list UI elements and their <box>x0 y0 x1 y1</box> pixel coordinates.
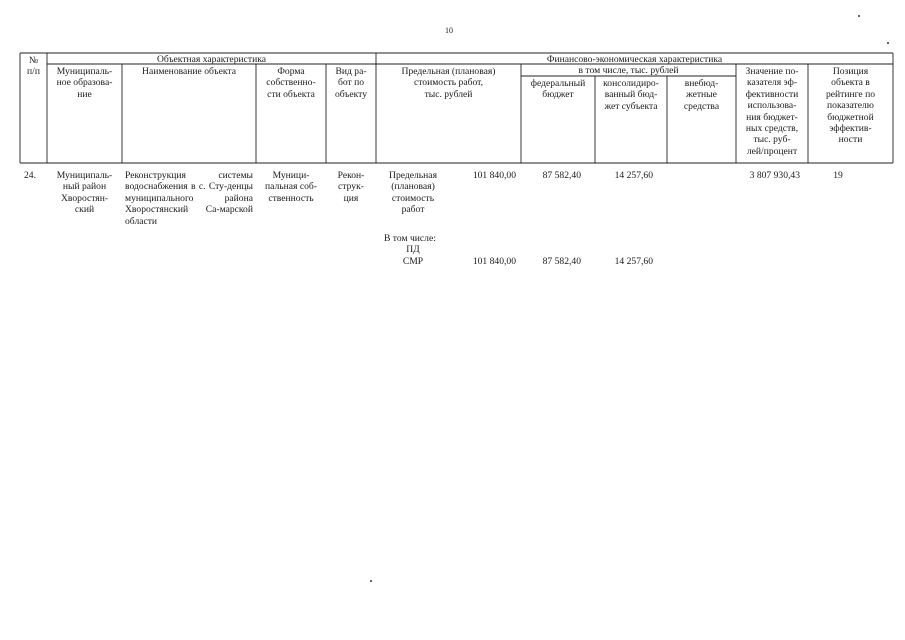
header-consolidated: консолидиро- ванный бюд- жет субъекта <box>603 78 659 112</box>
header-extrabudget: внебюд- жетные средства <box>683 78 720 112</box>
scan-speck <box>887 42 889 44</box>
header-efficiency: Значение по- казателя эф- фективности использова- ния бюджет- ных средств, тыс. руб- лей/процент <box>745 66 799 157</box>
sub-row-federal-smr: 87 582,40 <box>542 256 581 267</box>
header-num: № п/п <box>27 55 40 78</box>
header-work-type: Вид ра- бот по объекту <box>334 66 368 100</box>
header-federal: федеральный бюджет <box>530 78 586 101</box>
scan-speck <box>858 15 860 17</box>
row-object-name: Реконструкция системы водоснабжения в с. Сту-денцы муниципального района Хворостянский Са-марской области <box>125 170 253 227</box>
row-including-label: В том числе: <box>384 233 436 244</box>
header-planned-cost: Предельная (плановая) стоимость работ, тыс. рублей <box>401 66 496 100</box>
header-municipality: Муниципаль- ное образова- ние <box>56 66 113 100</box>
header-object-group: Объектная характеристика <box>157 54 266 65</box>
row-efficiency: 3 807 930,43 <box>749 170 800 181</box>
sub-row-value-smr: 101 840,00 <box>472 256 516 267</box>
row-num: 24. <box>24 170 36 181</box>
row-consolidated: 14 257,60 <box>614 170 653 181</box>
sub-row-label-pd: ПД <box>406 244 420 255</box>
header-object-name: Наименование объекта <box>142 66 236 77</box>
row-federal: 87 582,40 <box>542 170 581 181</box>
header-rank: Позиция объекта в рейтинге по показателю бюджетной эффектив- ности <box>825 66 876 146</box>
header-finance-group: Финансово-экономическая характеристика <box>546 54 723 65</box>
row-cost-label: Предельная (плановая) стоимость работ <box>389 170 437 216</box>
row-work-type: Рекон- струк- ция <box>337 170 365 204</box>
header-including: в том числе, тыс. рублей <box>578 65 679 76</box>
row-municipality: Муниципаль- ный район Хворостян- ский <box>56 170 113 216</box>
row-rank: 19 <box>833 170 843 181</box>
sub-row-label-smr: СМР <box>402 256 424 267</box>
header-ownership: Форма собственно- сти объекта <box>266 66 316 100</box>
row-cost-value: 101 840,00 <box>472 170 516 181</box>
row-ownership: Муници- пальная соб- ственность <box>265 170 317 204</box>
sub-row-consolidated-smr: 14 257,60 <box>614 256 653 267</box>
scan-speck <box>370 580 372 582</box>
page-number: 10 <box>445 26 453 35</box>
